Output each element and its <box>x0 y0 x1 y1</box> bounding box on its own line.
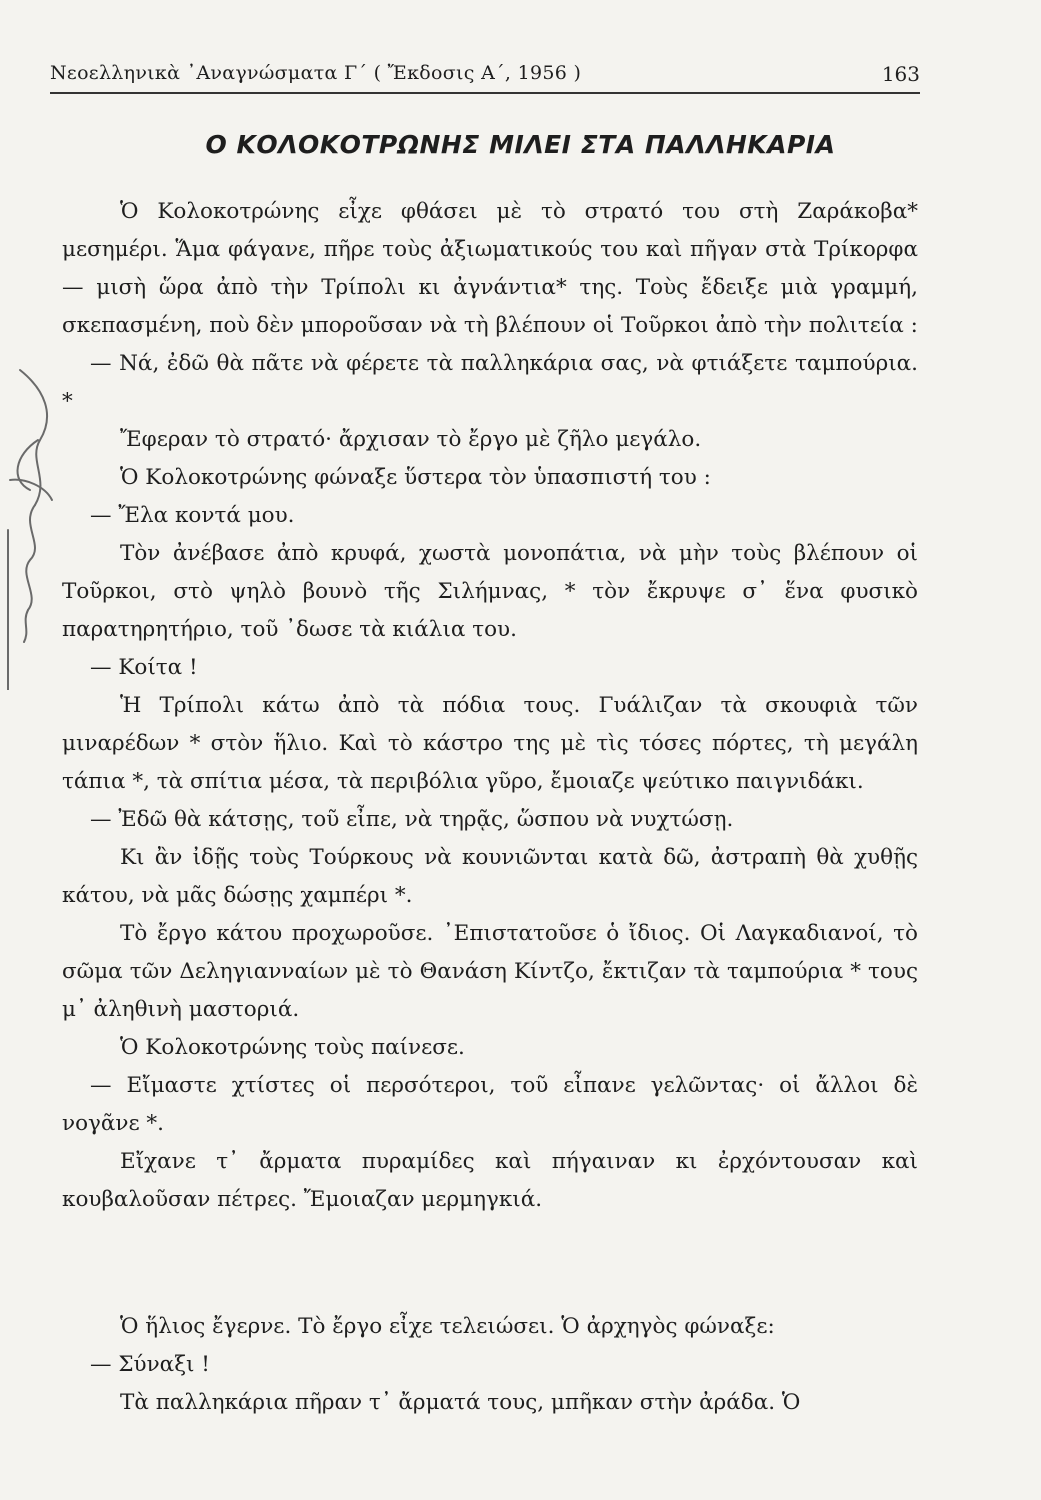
dialogue-line: — Ἔλα κοντά μου. <box>90 503 295 528</box>
paragraph: Τὸν ἀνέβασε ἀπὸ κρυφά, χωστὰ μονοπάτια, νὰ μὴν τοὺς βλέπουν οἱ Τοῦρκοι, στὸ ψηλὸ βουνὸ τῆς Σιλήμνας, * τὸν ἔκρυψε σ᾿ ἕνα φυσικὸ παρατηρητήριο, τοῦ ᾿δωσε τὰ κιάλια του. <box>62 541 918 642</box>
page-number: 163 <box>881 62 920 86</box>
dialogue-line: — Σύναξι ! <box>90 1352 210 1377</box>
paragraph: Ὁ ἥλιος ἔγερνε. Τὸ ἔργο εἶχε τελειώσει. Ὁ ἀρχηγὸς φώναξε: <box>120 1314 775 1339</box>
dialogue-line: — Ἐδῶ θὰ κάτσῃς, τοῦ εἶπε, νὰ τηρᾷς, ὥσπου νὰ νυχτώσῃ. <box>90 807 734 832</box>
page-header <box>50 62 920 94</box>
dialogue-line: — Κοίτα ! <box>90 655 198 680</box>
chapter-title: Ο ΚΟΛΟΚΟΤΡΩΝΗΣ ΜΙΛΕΙ ΣΤΑ ΠΑΛΛΗΚΑΡΙΑ <box>205 130 836 159</box>
paragraph: Ὁ Κολοκοτρώνης εἶχε φθάσει μὲ τὸ στρατό του στὴ Ζαράκοβα* μεσημέρι. Ἅμα φάγανε, πῆρε τοὺς ἀξιωματικούς του καὶ πῆγαν στὰ Τρίκορφα — μισὴ ὥρα ἀπὸ τὴν Τρίπολι κι ἀγνάντια* της. Τοὺς ἔδειξε μιὰ γραμμή, σκεπασμένη, ποὺ δὲν μποροῦσαν νὰ τὴ βλέπουν οἱ Τοῦρκοι ἀπὸ τὴν πολιτεία : <box>62 199 918 338</box>
dialogue-line: — Νά, ἐδῶ θὰ πᾶτε νὰ φέρετε τὰ παλληκάρια σας, νὰ φτιάξετε ταμπούρια. * <box>62 351 918 414</box>
paragraph: Εἴχανε τ᾿ ἄρματα πυραμίδες καὶ πήγαιναν κι ἐρχόντουσαν καὶ κουβαλοῦσαν πέτρες. Ἔμοιαζαν μερμηγκιά. <box>62 1149 918 1212</box>
paragraph: Ὁ Κολοκοτρώνης τοὺς παίνεσε. <box>120 1035 465 1060</box>
running-head: Νεοελληνικὰ ᾿Αναγνώσματα Γ΄ ( Ἔκδοσις Α΄, 1956 ) <box>50 62 582 84</box>
paragraph: Τὰ παλληκάρια πῆραν τ᾿ ἄρματά τους, μπῆκαν στὴν ἀράδα. Ὁ <box>120 1390 801 1415</box>
paragraph: Κι ἂν ἰδῇς τοὺς Τούρκους νὰ κουνιῶνται κατὰ δῶ, ἀστραπὴ θὰ χυθῇς κάτου, νὰ μᾶς δώσῃς χαμπέρι *. <box>62 845 918 908</box>
paragraph: Ὁ Κολοκοτρώνης φώναξε ὕστερα τὸν ὑπασπιστή του : <box>120 465 711 490</box>
dialogue-line: — Εἴμαστε χτίστες οἱ περσότεροι, τοῦ εἶπανε γελῶντας· οἱ ἄλλοι δὲ νογᾶνε *. <box>62 1073 918 1136</box>
paragraph: Τὸ ἔργο κάτου προχωροῦσε. ᾿Επιστατοῦσε ὁ ἴδιος. Οἱ Λαγκαδιανοί, τὸ σῶμα τῶν Δεληγιανναίων μὲ τὸ Θανάση Κίντζο, ἔκτιζαν τὰ ταμπούρια * τους μ᾿ ἀληθινὴ μαστοριά. <box>62 921 918 1022</box>
body-text-continued <box>62 1308 918 1422</box>
body-text <box>62 193 918 1219</box>
paragraph: Ἔφεραν τὸ στρατό· ἄρχισαν τὸ ἔργο μὲ ζῆλο μεγάλο. <box>120 427 702 452</box>
paragraph: Ἡ Τρίπολι κάτω ἀπὸ τὰ πόδια τους. Γυάλιζαν τὰ σκουφιὰ τῶν μιναρέδων * στὸν ἥλιο. Καὶ τὸ κάστρο της μὲ τὶς τόσες πόρτες, τὴ μεγάλη τάπια *, τὰ σπίτια μέσα, τὰ περιβόλια γῦρο, ἔμοιαζε ψεύτικο παιγνιδάκι. <box>62 693 918 794</box>
